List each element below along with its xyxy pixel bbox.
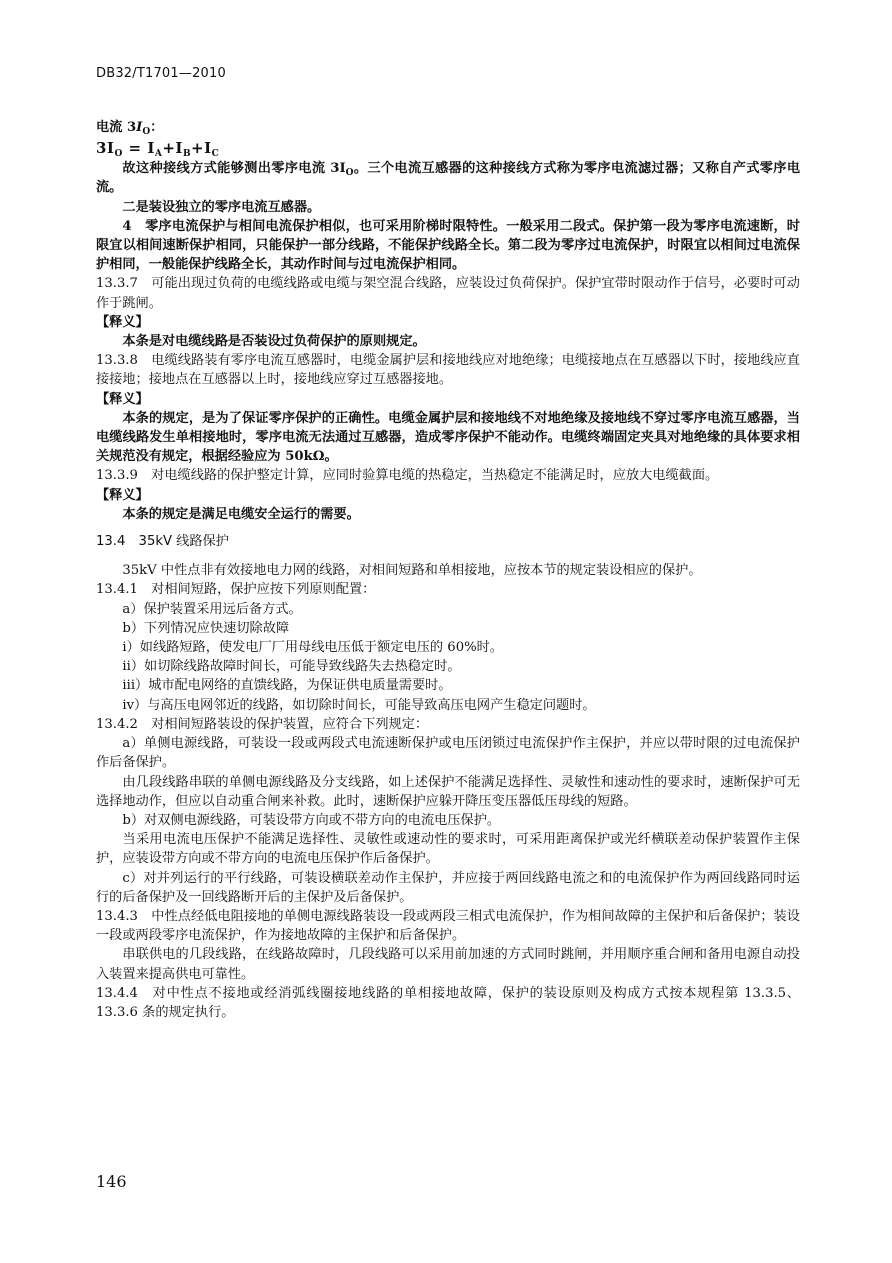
clause-13-4-1-b-iii: iii）城市配电网络的直馈线路，为保证供电质量需要时。 — [122, 678, 452, 694]
clause-13-4-3: 13.4.3 中性点经低电阻接地的单侧电源线路装设一段或两段三相式电流保护，作为相间故障的主保护和后备保护；装设一段或两段零序电流保护，作为接地故障的主保护和后备保护。 — [96, 908, 800, 944]
interpretation-13-3-8: 本条的规定，是为了保证零序保护的正确性。电缆金属护层和接地线不对地绝缘及接地线不穿过零序电流互感器，当电缆线路发生单相接地时，零序电流无法通过互感器，造成零序保护不能动作。电缆终端固定夹具对地绝缘的具体要求相关规范没有规定，根据经验应为 50kΩ。 — [96, 410, 800, 465]
interpretation-13-3-9: 本条的规定是满足电缆安全运行的需要。 — [122, 506, 360, 522]
clause-13-4-1: 13.4.1 对相间短路，保护应按下列原则配置： — [96, 582, 376, 598]
formula-term-c-subscript: C — [211, 149, 220, 160]
clause-13-3-8: 13.3.8 电缆线路装有零序电流互感器时，电缆金属护层和接地线应对地绝缘；电缆接地点在互感器以下时，接地线应直接接地；接地点在互感器以上时，接地线应穿过互感器接地。 — [96, 353, 800, 388]
interpretation-heading: 【释义】 — [96, 487, 149, 503]
formula-term-c: +I — [191, 139, 212, 158]
clause-13-4-1-b-iv: iv）与高压电网邻近的线路，如切除时间长，可能导致高压电网产生稳定问题时。 — [122, 697, 596, 713]
formula-term-b-subscript: B — [182, 149, 192, 160]
clause-13-4-1-b-i: i）如线路短路，使发电厂厂用母线电压低于额定电压的 60%时。 — [122, 640, 503, 656]
intro-symbol: I — [136, 120, 143, 135]
paragraph-zero-sequence-filter — [96, 159, 800, 197]
clause-13-3-7: 13.3.7 可能出现过负荷的电缆线路或电缆与架空混合线路，应装设过负荷保护。保护宜带时限动作于信号，必要时可动作于跳闸。 — [96, 276, 800, 311]
intro-colon: ： — [150, 120, 164, 135]
interpretation-heading: 【释义】 — [96, 391, 149, 407]
clause-13-4-3-note: 串联供电的几段线路，在线路故障时，几段线路可以采用前加速的方式同时跳闸，并用顺序重合闸和备用电源自动投入装置来提高供电可靠性。 — [96, 947, 800, 982]
clause-13-4-2-a-note: 由几段线路串联的单侧电源线路及分支线路，如上述保护不能满足选择性、灵敏性和速动性的要求时，速断保护可无选择地动作，但应以自动重合闸来补救。此时，速断保护应躲开降压变压器低压母线的短路。 — [96, 774, 800, 809]
clause-13-4-1-b: b）下列情况应快速切除故障 — [122, 620, 290, 636]
clause-13-3-9: 13.3.9 对电缆线路的保护整定计算，应同时验算电缆的热稳定，当热稳定不能满足时，应放大电缆截面。 — [96, 468, 719, 484]
clause-13-4-2-b-note: 当采用电流电压保护不能满足选择性、灵敏性或速动性的要求时，可采用距离保护或光纤横联差动保护装置作主保护，应装设带方向或不带方向的电流电压保护作后备保护。 — [96, 832, 800, 867]
formula-equals: = — [122, 139, 148, 158]
interpretation-heading: 【释义】 — [96, 314, 149, 330]
document-body — [96, 118, 800, 1022]
formula-lhs-subscript: O — [114, 149, 123, 160]
clause-13-4-2: 13.4.2 对相间短路装设的保护装置，应符合下列规定： — [96, 716, 429, 732]
clause-13-4-2-c: c）对并列运行的平行线路，可装设横联差动作主保护，并应接于两回线路电流之和的电流保护作为两回线路同时运行的后备保护及一回线路断开后的主保护及后备保护。 — [96, 870, 800, 905]
intro-text: 电流 3 — [96, 120, 137, 135]
formula-term-a: I — [147, 139, 155, 158]
clause-13-4-1-a: a）保护装置采用远后备方式。 — [122, 601, 302, 617]
paragraph-independent-ct: 二是装设独立的零序电流互感器。 — [122, 199, 321, 215]
clause-13-4-4: 13.4.4 对中性点不接地或经消弧线圈接地线路的单相接地故障，保护的装设原则及构成方式按本规程第 13.3.5、13.3.6 条的规定执行。 — [96, 985, 800, 1020]
p1-subscript: O — [345, 168, 354, 179]
intro-subscript: O — [142, 127, 151, 137]
zero-sequence-formula — [96, 137, 800, 159]
document-code-header: DB32/T1701—2010 — [96, 66, 226, 81]
clause-13-4-2-b: b）对双侧电源线路，可装设带方向或不带方向的电流电压保护。 — [122, 812, 501, 828]
p1-text-a: 故这种接线方式能够测出零序电流 3I — [122, 161, 346, 177]
clause-13-4-2-a: a）单侧电源线路，可装设一段或两段式电流速断保护或电压闭锁过电流保护作主保护，并应以带时限的过电流保护作后备保护。 — [96, 736, 800, 771]
p1-text-b: 。三个电流互感器的这种接线方式称为零序电流滤过器；又称自产式零序电流。 — [96, 161, 801, 196]
paragraph-zero-sequence-protection: 4 零序电流保护与相间电流保护相似，也可采用阶梯时限特性。一般采用二段式。保护第一段为零序电流速断，时限宜以相间速断保护相同，只能保护一部分线路，不能保护线路全长。第二段为零序过电流保护，时限宜以相间过电流保护相同，一般能保护线路全长，其动作时间与过电流保护相同。 — [96, 218, 800, 273]
interpretation-13-3-7: 本条是对电缆线路是否装设过负荷保护的原则规定。 — [122, 334, 426, 350]
zero-sequence-current-intro — [96, 118, 800, 137]
page-number: 146 — [96, 1172, 127, 1191]
clause-13-4-1-b-ii: ii）如切除线路故障时间长，可能导致线路失去热稳定时。 — [122, 659, 461, 675]
formula-term-b: +I — [162, 139, 183, 158]
formula-term-a-subscript: A — [154, 149, 163, 160]
section-heading-13-4: 13.4 35kV 线路保护 — [96, 534, 229, 550]
formula-lhs: 3I — [96, 139, 115, 158]
section-13-4-intro: 35kV 中性点非有效接地电力网的线路，对相间短路和单相接地，应按本节的规定装设相应的保护。 — [122, 563, 702, 579]
